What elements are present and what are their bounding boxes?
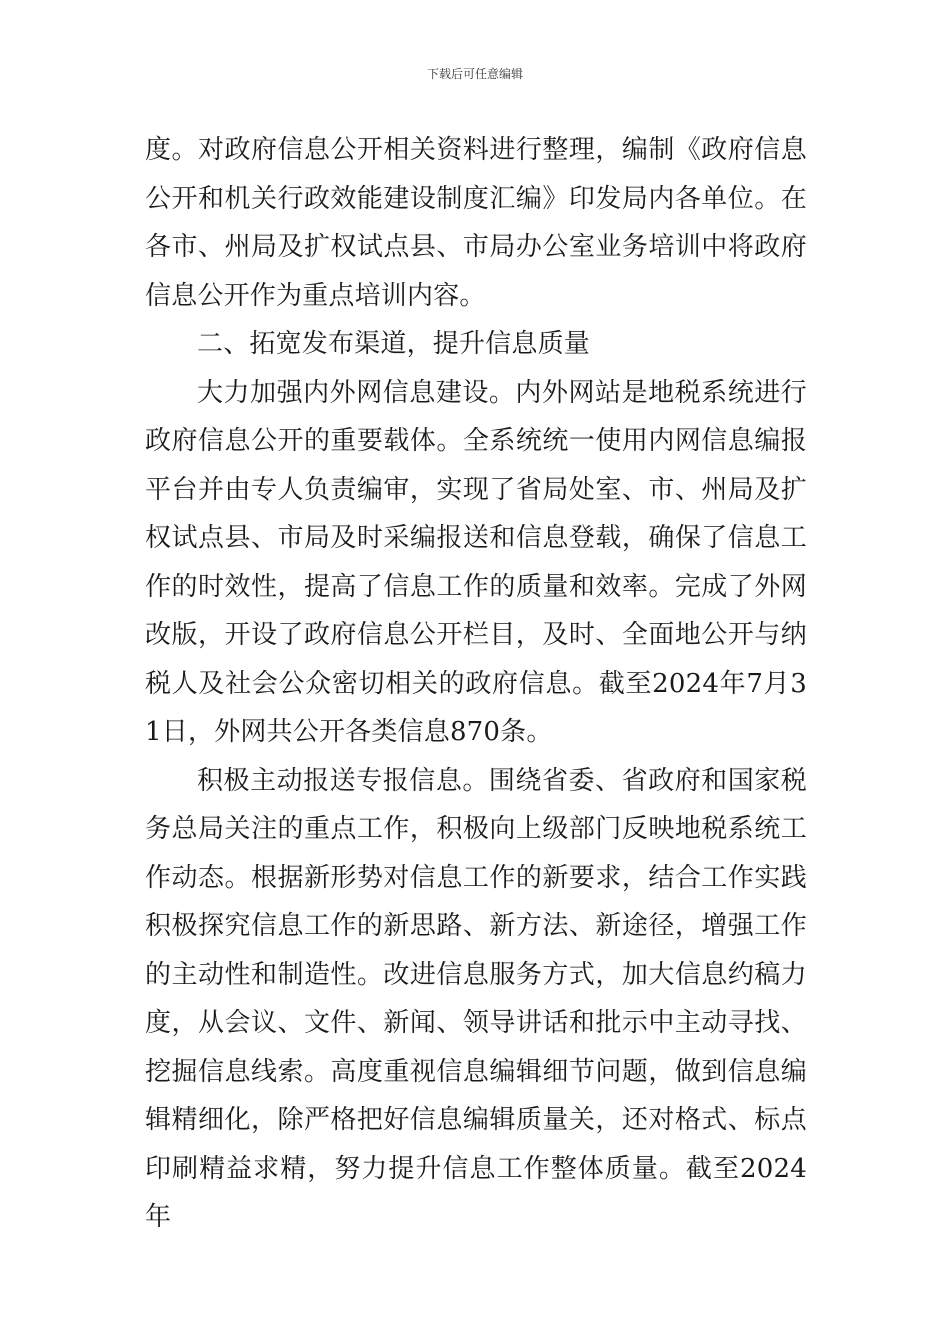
paragraph-continuation: 度。对政府信息公开相关资料进行整理，编制《政府信息公开和机关行政效能建设制度汇编》印发局内各单位。在各市、州局及扩权试点县、市局办公室业务培训中将政府信息公开作为重点培训内容。 <box>145 135 807 311</box>
paragraph-report-info: 积极主动报送专报信息。围绕省委、省政府和国家税务总局关注的重点工作，积极向上级部门反映地税系统工作动态。根据新形势对信息工作的新要求，结合工作实践积极探究信息工作的新思路、新方法、新途径，增强工作的主动性和制造性。改进信息服务方式，加大信息约稿力度，从会议、文件、新闻、领导讲话和批示中主动寻找、挖掘信息线索。高度重视信息编辑细节问题，做到信息编辑精细化，除严格把好信息编辑质量关，还对格式、标点印刷精益求精，努力提升信息工作整体质量。截至2024年 <box>145 765 807 1232</box>
paragraph-website-info: 大力加强内外网信息建设。内外网站是地税系统进行政府信息公开的重要载体。全系统统一使用内网信息编报平台并由专人负责编审，实现了省局处室、市、州局及扩权试点县、市局及时采编报送和信息登载，确保了信息工作的时效性，提高了信息工作的质量和效率。完成了外网改版，开设了政府信息公开栏目，及时、全面地公开与纳税人及社会公众密切相关的政府信息。截至2024年7月31日，外网共公开各类信息870条。 <box>145 377 807 747</box>
page-header: 下载后可任意编辑 <box>426 67 523 81</box>
section-heading: 二、拓宽发布渠道，提升信息质量 <box>197 329 591 359</box>
document-body <box>145 126 807 1242</box>
